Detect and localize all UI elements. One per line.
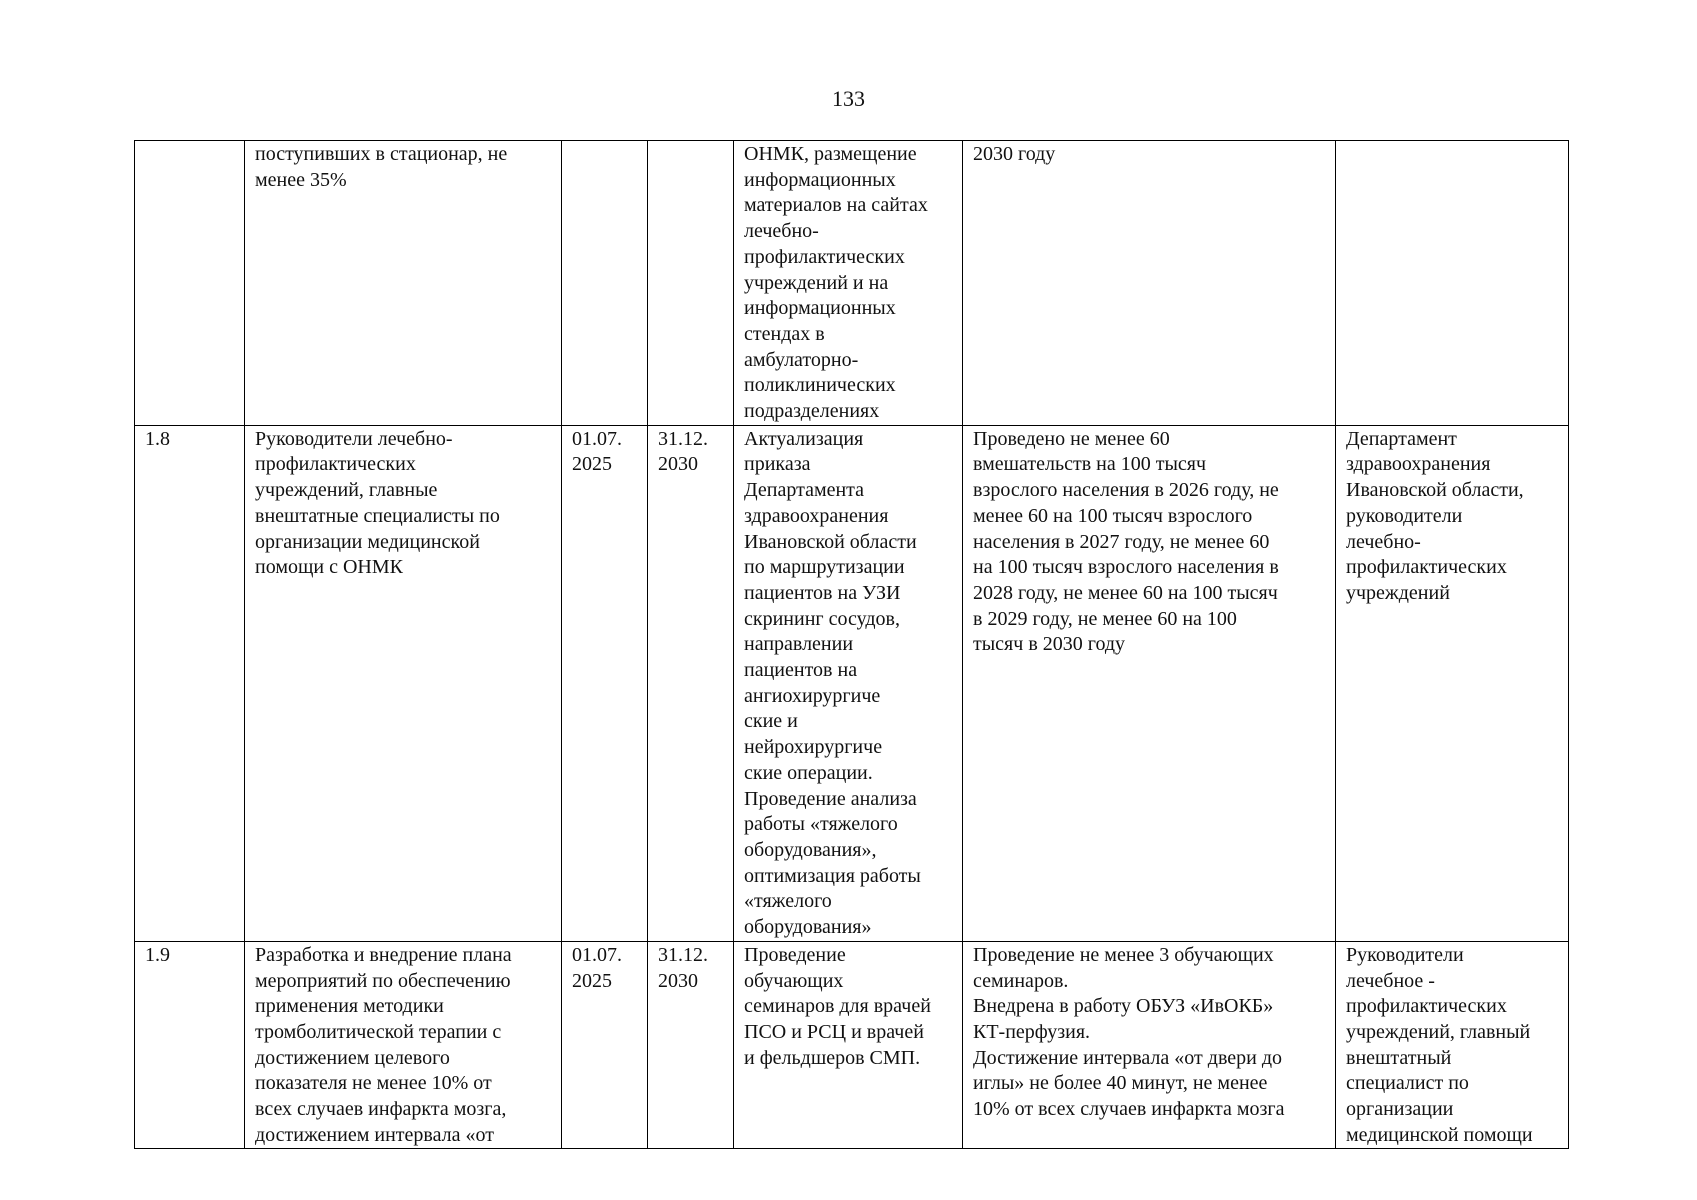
cell-start-date (562, 141, 648, 426)
cell-description: Проведение обучающих семинаров для врачей ПСО и РСЦ и врачей и фельдшеров СМП. (734, 941, 963, 1149)
page-number: 133 (832, 86, 865, 111)
cell-result: Проведение не менее 3 обучающих семинаров. Внедрена в работу ОБУЗ «ИвОКБ» КТ-перфузия. Достижение интервала «от двери до иглы» не более 40 минут, не менее 10% от всех случаев инфаркта мозга (963, 941, 1336, 1149)
table-row (135, 425, 1569, 941)
cell-activity: Руководители лечебно- профилактических учреждений, главные внештатные специалисты по организации медицинской помощи с ОНМК (245, 425, 562, 941)
table-row (135, 141, 1569, 426)
cell-end-date (648, 141, 734, 426)
cell-result: 2030 году (963, 141, 1336, 426)
cell-activity: Разработка и внедрение плана мероприятий по обеспечению применения методики тромболитической терапии с достижением целевого показателя не менее 10% от всех случаев инфаркта мозга, достижением интервала «от (245, 941, 562, 1149)
cell-end-date: 31.12. 2030 (648, 425, 734, 941)
cell-description: Актуализация приказа Департамента здравоохранения Ивановской области по маршрутизации пациентов на УЗИ скрининг сосудов, направлении пациентов на ангиохирургиче ские и нейрохирургиче ские операции. Проведение анализа работы «тяжелого оборудования», оптимизация работы «тяжелого оборудования» (734, 425, 963, 941)
cell-number: 1.9 (135, 941, 245, 1149)
cell-end-date: 31.12. 2030 (648, 941, 734, 1149)
cell-number (135, 141, 245, 426)
cell-description: ОНМК, размещение информационных материалов на сайтах лечебно- профилактических учреждений и на информационных стендах в амбулаторно- поликлинических подразделениях (734, 141, 963, 426)
cell-responsible (1336, 141, 1569, 426)
cell-activity: поступивших в стационар, не менее 35% (245, 141, 562, 426)
cell-responsible: Руководители лечебное - профилактических учреждений, главный внештатный специалист по организации медицинской помощи (1336, 941, 1569, 1149)
cell-number: 1.8 (135, 425, 245, 941)
table-row (135, 941, 1569, 1149)
cell-result: Проведено не менее 60 вмешательств на 100 тысяч взрослого населения в 2026 году, не менее 60 на 100 тысяч взрослого населения в 2027 году, не менее 60 на 100 тысяч взрослого населения в 2028 году, не менее 60 на 100 тысяч в 2029 году, не менее 60 на 100 тысяч в 2030 году (963, 425, 1336, 941)
cell-start-date: 01.07. 2025 (562, 425, 648, 941)
cell-responsible: Департамент здравоохранения Ивановской области, руководители лечебно- профилактических учреждений (1336, 425, 1569, 941)
plan-table (134, 140, 1569, 1149)
cell-start-date: 01.07. 2025 (562, 941, 648, 1149)
